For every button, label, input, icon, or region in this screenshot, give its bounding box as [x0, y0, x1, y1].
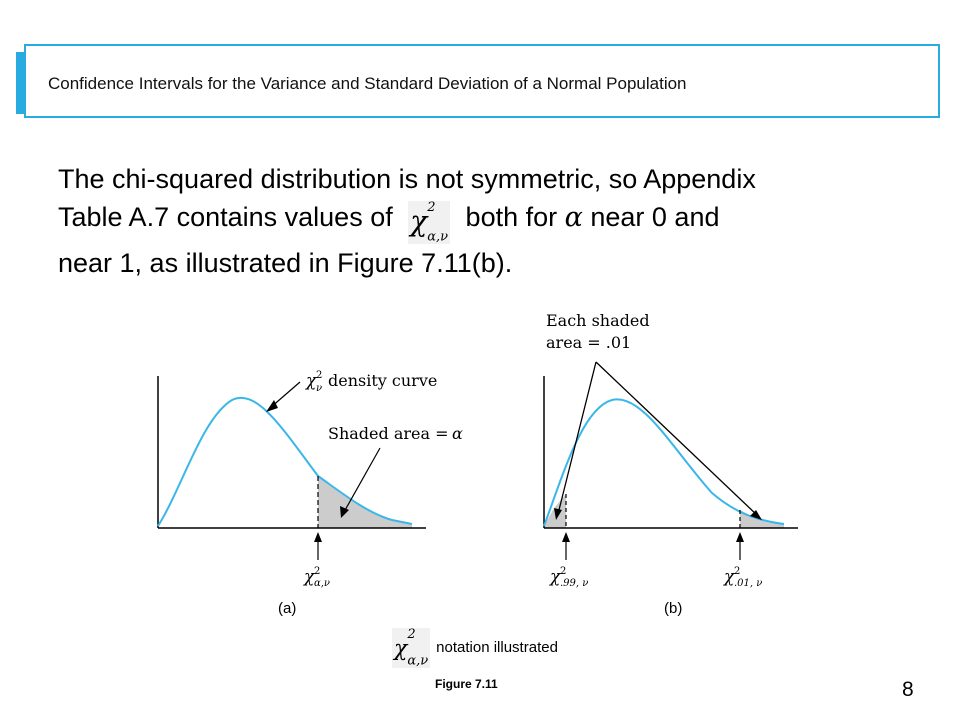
- panel-a-density-sup: 2: [316, 370, 323, 381]
- chi-squared-symbol: [408, 201, 450, 244]
- panel-a-crit-sub: α,ν: [314, 578, 331, 589]
- panel-b-right-sub: .01, ν: [734, 578, 763, 589]
- notation-chi-symbol: [392, 628, 430, 668]
- caption-b: (b): [664, 600, 683, 617]
- panel-a-shaded-arrow: [344, 448, 380, 512]
- panel-a-crit-symbol: χ: [304, 567, 315, 587]
- panel-a-density-symbol: χ: [306, 371, 317, 391]
- figure-svg: [142, 288, 840, 594]
- notation-chi-sup: 2: [407, 627, 416, 642]
- panel-a-density-arrowhead: [266, 400, 278, 412]
- panel-b-pointer-left: [558, 362, 596, 514]
- panel-a-density-sub: ν: [316, 383, 323, 394]
- panel-a-crit-sup: 2: [314, 566, 321, 577]
- notation-text: notation illustrated: [436, 639, 558, 657]
- chi-letter: χ: [410, 204, 428, 237]
- notation-chi-indices: [407, 628, 428, 668]
- title-accent-bar: [16, 52, 24, 114]
- caption-a: (a): [278, 600, 297, 617]
- panel-b-left-symbol: χ: [550, 567, 561, 587]
- panel-b-right-symbol: χ: [724, 567, 735, 587]
- panel-b-shaded-line2: area = .01: [546, 333, 632, 352]
- panel-a: [158, 370, 463, 589]
- notation-caption: [392, 628, 558, 668]
- panel-b-left-sub: .99, ν: [560, 578, 589, 589]
- alpha-symbol: α: [564, 202, 583, 233]
- body-line-2-start: Table A.7 contains values of: [58, 202, 393, 232]
- chi-sub: α,ν: [427, 229, 449, 245]
- panel-b-left-arrowhead: [562, 532, 570, 542]
- body-line-2: [58, 198, 918, 244]
- body-paragraph: [58, 160, 918, 282]
- notation-chi-letter: χ: [394, 636, 408, 662]
- body-line-2-end: near 0 and: [590, 202, 720, 232]
- chi-sup: 2: [427, 199, 436, 215]
- page-number: 8: [902, 678, 914, 701]
- panel-a-shaded-label: Shaded area =: [328, 424, 449, 443]
- body-line-1: The chi-squared distribution is not symmetric, so Appendix: [58, 164, 756, 194]
- panel-b-right-arrowhead: [736, 532, 744, 542]
- figure-label: Figure 7.11: [435, 677, 498, 691]
- figure-7-11: [142, 288, 840, 594]
- panel-b-pointer-right: [596, 362, 758, 516]
- chi-indices: [427, 201, 448, 244]
- notation-chi-sub: α,ν: [407, 653, 429, 669]
- body-line-3: near 1, as illustrated in Figure 7.11(b).: [58, 247, 513, 278]
- panel-a-density-curve: [158, 398, 412, 526]
- panel-a-density-label: density curve: [328, 371, 438, 390]
- panel-b-right-sup: 2: [734, 566, 741, 577]
- panel-b-left-sup: 2: [560, 566, 567, 577]
- body-line-2-mid: both for: [465, 202, 558, 232]
- panel-a-shaded-alpha: α: [452, 424, 463, 443]
- slide-title: Confidence Intervals for the Variance and Standard Deviation of a Normal Population: [48, 74, 687, 93]
- panel-b-shaded-line1: Each shaded: [546, 311, 650, 330]
- panel-a-crit-arrowhead: [314, 532, 322, 542]
- panel-b: [544, 311, 798, 589]
